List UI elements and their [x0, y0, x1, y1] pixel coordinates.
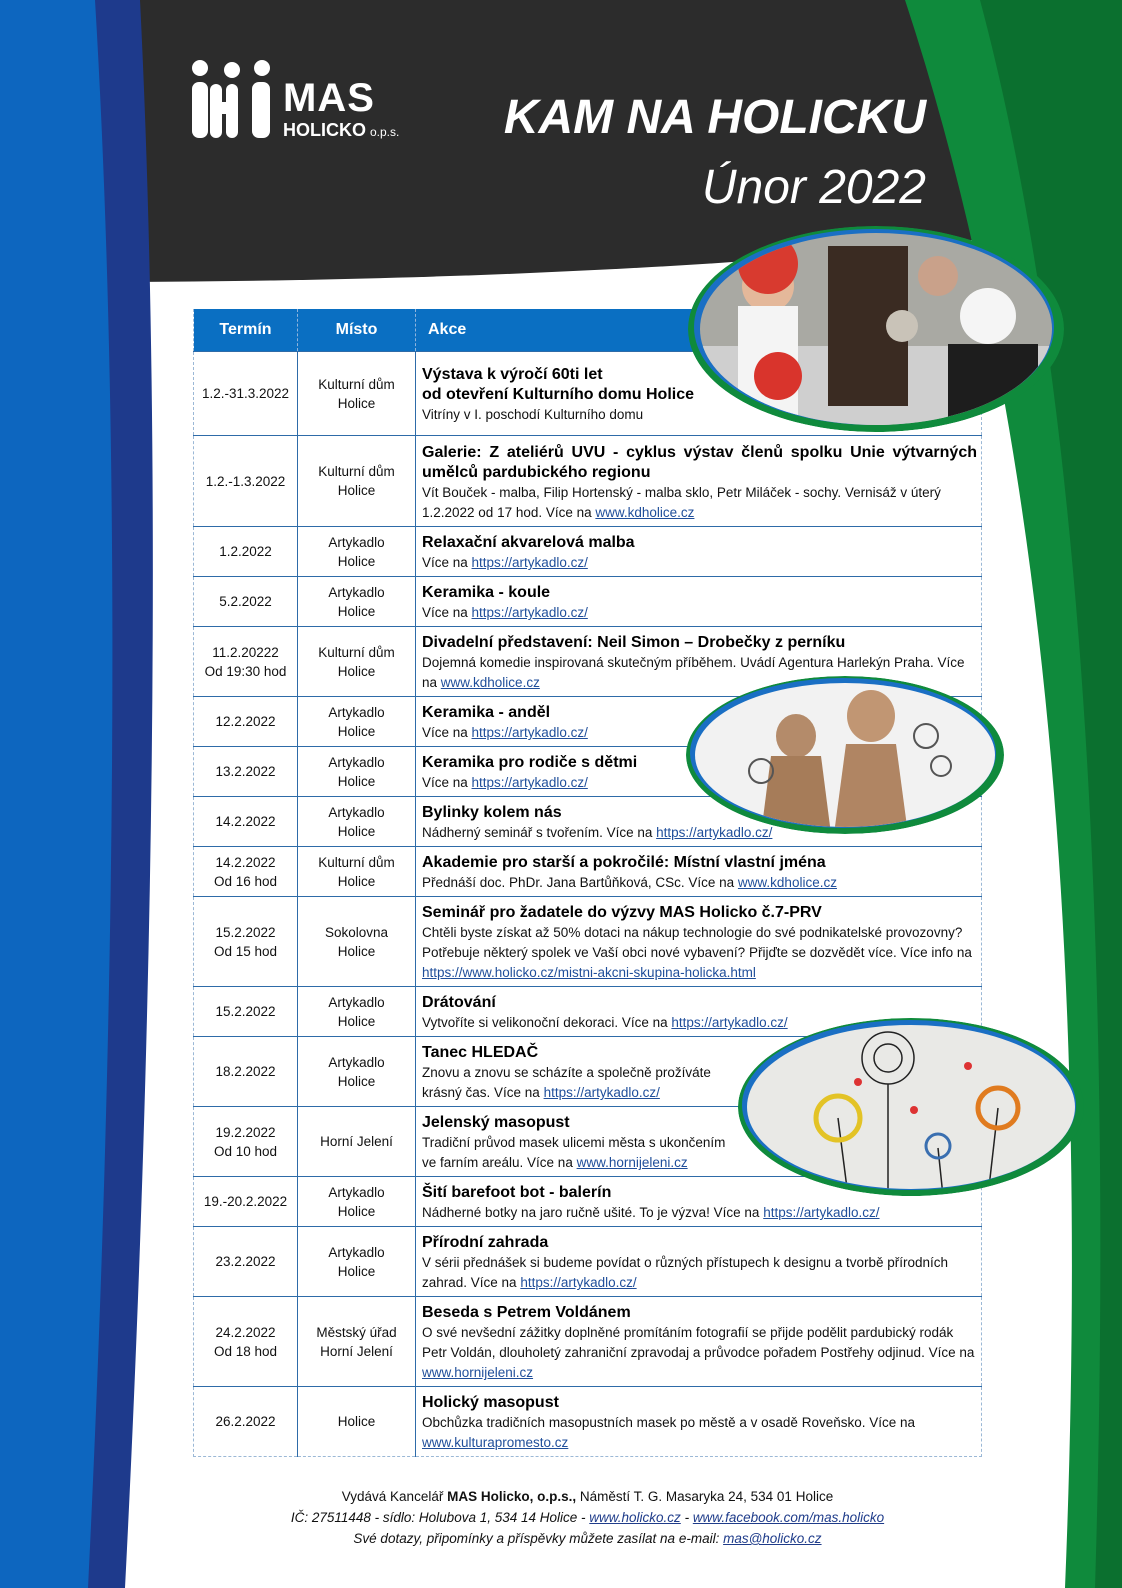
event-title: Galerie: Z ateliérů UVU - cyklus výstav členů spolku Unie výtvarných umělců pardubického regionu	[422, 443, 977, 481]
table-row	[194, 847, 982, 897]
event-link[interactable]: https://artykadlo.cz/	[471, 605, 588, 620]
event-title: Drátování	[422, 994, 496, 1011]
header-akce: Akce	[416, 309, 982, 352]
logo-figures-icon	[190, 58, 274, 140]
event-description	[422, 603, 977, 623]
event-description-text: Nádherné botky na jaro ručně ušité. To je výzva! Více na	[422, 1205, 764, 1220]
events-table	[193, 309, 982, 1457]
event-place: Artykadlo Holice	[298, 1177, 416, 1227]
event-title: Jelenský masopust	[422, 1114, 570, 1131]
event-place: Městský úřad Horní Jelení	[298, 1297, 416, 1387]
footer-link-facebook[interactable]: www.facebook.com/mas.holicko	[692, 1510, 885, 1525]
footer	[193, 1486, 982, 1549]
footer-link-email[interactable]: mas@holicko.cz	[723, 1531, 822, 1546]
table-row	[194, 1297, 982, 1387]
carnival-photo	[688, 226, 1064, 432]
event-description	[422, 1253, 977, 1293]
event-details	[416, 1387, 982, 1457]
page-subtitle: Únor 2022	[701, 161, 926, 214]
event-description	[422, 1203, 977, 1223]
event-title: Seminář pro žadatele do výzvy MAS Holicko č.7-PRV	[422, 904, 822, 921]
event-description	[422, 553, 977, 573]
event-title: Relaxační akvarelová malba	[422, 534, 635, 551]
event-link[interactable]: https://artykadlo.cz/	[671, 1015, 788, 1030]
event-description	[422, 483, 977, 523]
event-date: 26.2.2022	[194, 1387, 298, 1457]
mas-holicko-logo	[190, 58, 430, 142]
table-row	[194, 897, 982, 987]
event-date: 14.2.2022	[194, 797, 298, 847]
event-description-text: V sérii přednášek si budeme povídat o různých přístupech k designu a tvorbě přírodních zahrad. Více na	[422, 1255, 949, 1290]
event-title: Keramika - anděl	[422, 704, 551, 721]
header-termin: Termín	[194, 309, 298, 352]
event-date: 19.2.2022 Od 10 hod	[194, 1107, 298, 1177]
event-description-text: Přednáší doc. PhDr. Jana Bartůňková, CSc. Více na	[422, 875, 738, 890]
event-description-text: Obchůzka tradičních masopustních masek po městě a v osadě Roveňsko. Více na	[422, 1415, 916, 1430]
event-details	[416, 1297, 982, 1387]
event-title: Tanec HLEDAČ	[422, 1044, 539, 1061]
event-place: Artykadlo Holice	[298, 987, 416, 1037]
event-place: Artykadlo Holice	[298, 697, 416, 747]
event-link[interactable]: https://artykadlo.cz/	[763, 1205, 880, 1220]
event-description-text: Více na	[422, 775, 472, 790]
event-date: 15.2.2022 Od 15 hod	[194, 897, 298, 987]
event-date: 15.2.2022	[194, 987, 298, 1037]
event-link[interactable]: https://artykadlo.cz/	[471, 725, 588, 740]
event-link[interactable]: www.hornijeleni.cz	[576, 1155, 688, 1170]
event-date: 13.2.2022	[194, 747, 298, 797]
event-date: 1.2.-1.3.2022	[194, 436, 298, 527]
event-details	[416, 436, 982, 527]
event-link[interactable]: https://artykadlo.cz/	[471, 555, 588, 570]
table-row	[194, 527, 982, 577]
event-link[interactable]: https://artykadlo.cz/	[656, 825, 773, 840]
event-title: Akademie pro starší a pokročilé: Místní vlastní jména	[422, 854, 826, 871]
event-link[interactable]: https://artykadlo.cz/	[520, 1275, 637, 1290]
table-row	[194, 577, 982, 627]
event-place: Kulturní dům Holice	[298, 847, 416, 897]
event-date: 18.2.2022	[194, 1037, 298, 1107]
event-title: Beseda s Petrem Voldánem	[422, 1304, 631, 1321]
event-description-text: Vitríny v I. poschodí Kulturního domu	[422, 407, 644, 422]
wire-flowers-photo	[738, 1018, 1084, 1196]
event-link[interactable]: www.kulturapromesto.cz	[422, 1435, 569, 1450]
event-description-text: Více na	[422, 555, 472, 570]
event-details	[416, 897, 982, 987]
event-place: Artykadlo Holice	[298, 527, 416, 577]
event-place: Horní Jelení	[298, 1107, 416, 1177]
event-description-text: Více na	[422, 605, 472, 620]
event-place: Artykadlo Holice	[298, 1227, 416, 1297]
header-misto: Místo	[298, 309, 416, 352]
event-place: Kulturní dům Holice	[298, 436, 416, 527]
logo-text-ops: o.p.s.	[370, 125, 400, 139]
event-details	[416, 847, 982, 897]
event-details	[416, 527, 982, 577]
event-title: Holický masopust	[422, 1394, 559, 1411]
event-description	[422, 923, 977, 983]
event-description-text: O své nevšední zážitky doplněné promítáním fotografií se přijde podělit pardubický rodák Petr Voldán, dlouholetý zahraniční zpravodaj a průvodce pořadem Postřehy odjinud. Více na	[422, 1325, 975, 1360]
event-title: Výstava k výročí 60ti let od otevření Kulturního domu Holice	[422, 366, 694, 403]
event-details	[416, 577, 982, 627]
event-date: 1.2.2022	[194, 527, 298, 577]
event-description-text: Znovu a znovu se scházíte a společně prožíváte krásný čas. Více na	[422, 1065, 711, 1100]
event-description-text: Vít Bouček - malba, Filip Hortenský - malba sklo, Petr Miláček - sochy. Vernisáž v úterý 1.2.2022 od 17 hod. Více na	[422, 484, 941, 520]
event-description-text: Tradiční průvod masek ulicemi města s ukončením ve farním areálu. Více na	[422, 1135, 726, 1170]
event-description-text: Vytvoříte si velikonoční dekoraci. Více na	[422, 1015, 672, 1030]
event-details	[416, 1227, 982, 1297]
table-row	[194, 1227, 982, 1297]
event-title: Divadelní představení: Neil Simon – Drobečky z perníku	[422, 634, 846, 651]
event-date: 12.2.2022	[194, 697, 298, 747]
event-title: Přírodní zahrada	[422, 1234, 549, 1251]
ceramic-angels-photo	[686, 676, 1004, 834]
event-place: Artykadlo Holice	[298, 1037, 416, 1107]
event-link[interactable]: www.kdholice.cz	[737, 875, 837, 890]
event-place: Artykadlo Holice	[298, 577, 416, 627]
event-title: Keramika pro rodiče s dětmi	[422, 754, 638, 771]
event-date: 23.2.2022	[194, 1227, 298, 1297]
event-description-text: Nádherný seminář s tvořením. Více na	[422, 825, 657, 840]
event-date: 24.2.2022 Od 18 hod	[194, 1297, 298, 1387]
footer-publisher-name: MAS Holicko, o.p.s.,	[447, 1489, 577, 1504]
event-description	[422, 1323, 977, 1383]
event-description	[422, 1413, 977, 1453]
page-title: KAM NA HOLICKU	[503, 91, 926, 144]
footer-link-web[interactable]: www.holicko.cz	[589, 1510, 681, 1525]
event-description-text: Více na	[422, 725, 472, 740]
event-date: 14.2.2022 Od 16 hod	[194, 847, 298, 897]
event-date: 11.2.20222 Od 19:30 hod	[194, 627, 298, 697]
event-link[interactable]: https://www.holicko.cz/mistni-akcni-skupina-holicka.html	[422, 965, 756, 980]
event-place: Artykadlo Holice	[298, 797, 416, 847]
event-title: Šití barefoot bot - balerín	[422, 1184, 612, 1201]
event-date: 19.-20.2.2022	[194, 1177, 298, 1227]
event-link[interactable]: https://artykadlo.cz/	[471, 775, 588, 790]
table-row	[194, 1387, 982, 1457]
event-place: Kulturní dům Holice	[298, 627, 416, 697]
event-link[interactable]: www.kdholice.cz	[595, 504, 695, 520]
event-link[interactable]: https://artykadlo.cz/	[543, 1085, 660, 1100]
event-description	[422, 873, 977, 893]
footer-line-publisher: Vydává Kancelář MAS Holicko, o.p.s., Náměstí T. G. Masaryka 24, 534 01 Holice	[341, 1489, 834, 1504]
event-description-text: Chtěli byste získat až 50% dotaci na nákup technologie do své podnikatelské provozovny? Potřebuje některý spolek ve Vaší obci nové vybavení? Přijďte se dozvědět více. Více info na	[422, 925, 972, 960]
event-date: 5.2.2022	[194, 577, 298, 627]
logo-text-holicko: HOLICKO o.p.s.	[283, 120, 400, 140]
event-link[interactable]: www.kdholice.cz	[440, 675, 540, 690]
logo-text-mas: MAS	[283, 76, 375, 120]
event-place: Sokolovna Holice	[298, 897, 416, 987]
event-description-text: Dojemná komedie inspirovaná skutečným příběhem. Uvádí Agentura Harlekýn Praha. Více na	[422, 655, 965, 690]
event-place: Holice	[298, 1387, 416, 1457]
event-link[interactable]: www.hornijeleni.cz	[422, 1365, 534, 1380]
event-title: Keramika - koule	[422, 584, 551, 601]
footer-line-contact: Své dotazy, připomínky a příspěvky můžete zasílat na e-mail: mas@holicko.cz	[353, 1531, 822, 1546]
table-row	[194, 436, 982, 527]
footer-line-id: IČ: 27511448 - sídlo: Holubova 1, 534 14 Holice - www.holicko.cz - www.facebook.com/mas.holicko	[290, 1510, 885, 1525]
event-title: Bylinky kolem nás	[422, 804, 562, 821]
event-date: 1.2.-31.3.2022	[194, 352, 298, 436]
event-place: Artykadlo Holice	[298, 747, 416, 797]
event-place: Kulturní dům Holice	[298, 352, 416, 436]
